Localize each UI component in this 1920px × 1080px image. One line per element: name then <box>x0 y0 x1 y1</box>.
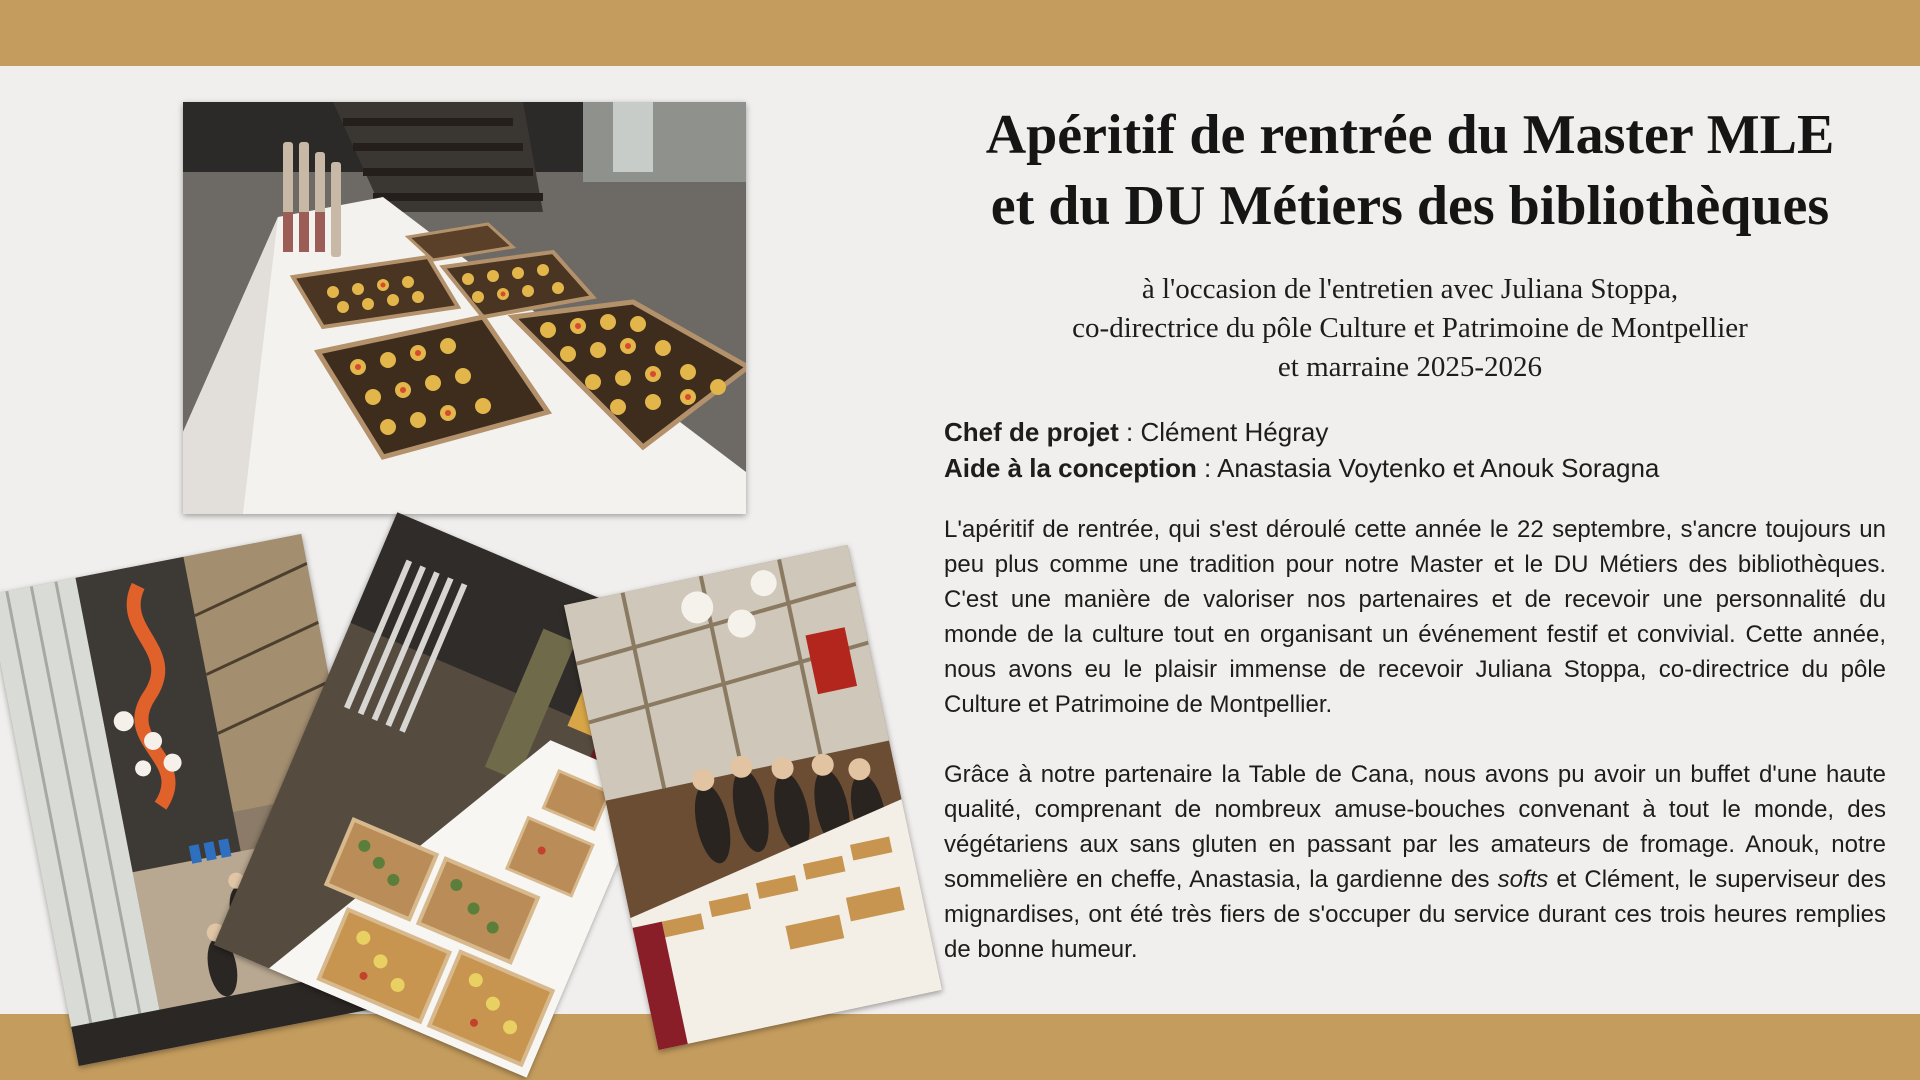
title-line-2: et du DU Métiers des bibliothèques <box>990 175 1830 237</box>
subtitle-line-3: et marraine 2025-2026 <box>1277 351 1543 383</box>
paragraph-intro: L'apéritif de rentrée, qui s'est déroulé cette année le 22 septembre, s'ancre toujours un peu plus comme une tradition pour notre Master et le DU Métiers des bibliothèques. C'est une manière de valoriser nos partenaires et de recevoir une personnalité du monde de la culture tout en organisant un événement festif et convivial. Cette année, nous avons eu le plaisir immense de recevoir Juliana Stoppa, co-directrice du pôle Culture et Patrimoine de Montpellier. <box>944 516 1886 718</box>
paragraph-buffet-part-2: et Clément, le superviseur des mignardises, ont été très fiers de s'occuper du service durant ces trois heures remplies de bonne humeur. <box>944 866 1886 963</box>
subtitle-line-1: à l'occasion de l'entretien avec Juliana Stoppa, <box>1141 273 1679 305</box>
credit-chef-value: : Clément Hégray <box>1118 417 1329 447</box>
top-band <box>0 0 1920 66</box>
paragraph-buffet <box>944 757 1886 967</box>
buffet-table-photo <box>183 102 746 514</box>
paragraph-buffet-italic: softs <box>1497 866 1549 893</box>
subtitle <box>930 270 1890 387</box>
guests-table-photo <box>564 545 942 1050</box>
page-title <box>930 100 1890 242</box>
credits <box>944 414 1884 486</box>
credit-chef-label: Chef de projet <box>944 417 1119 447</box>
credit-chef-de-projet <box>944 414 1884 450</box>
subtitle-line-2: co-directrice du pôle Culture et Patrimoine de Montpellier <box>1072 312 1748 344</box>
credit-aide-value: : Anastasia Voytenko et Anouk Soragna <box>1196 453 1660 483</box>
paragraph-buffet-part-1: Grâce à notre partenaire la Table de Cana, nous avons pu avoir un buffet d'une haute qualité, comprenant de nombreux amuse-bouches convenant à tout le monde, des végétariens aux sans gluten en passant par les amateurs de fromage. Anouk, notre sommelière en cheffe, Anastasia, la gardienne des <box>944 761 1886 893</box>
title-line-1: Apéritif de rentrée du Master MLE <box>985 104 1835 166</box>
credit-aide-conception <box>944 450 1884 486</box>
credit-aide-label: Aide à la conception <box>944 453 1197 483</box>
